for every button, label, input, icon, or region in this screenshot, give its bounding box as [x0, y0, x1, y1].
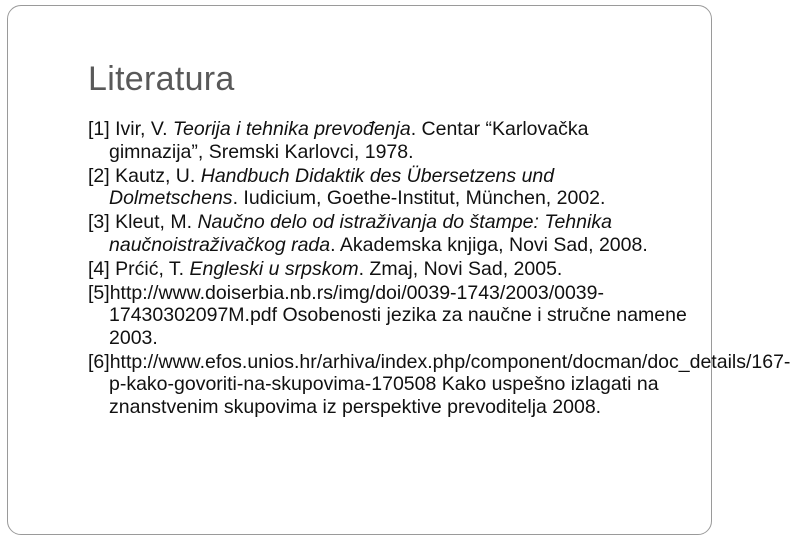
reference-id: [4]	[88, 257, 110, 280]
reference-work-title: Handbuch Didaktik des Übersetzens und Dolmetschens	[109, 164, 555, 209]
reference-id: [5]	[88, 281, 110, 304]
reference-list	[88, 118, 790, 420]
reference-item-6	[88, 350, 790, 419]
reference-url: http://www.doiserbia.nb.rs/img/doi/0039-1743/2003/0039-17430302097M.pdf	[109, 281, 604, 326]
reference-publication: . Centar “Karlovačka gimnazija”, Sremski Karlovci, 1978.	[109, 118, 589, 163]
reference-author: Prćić, T.	[109, 257, 190, 280]
slide-title: Literatura	[88, 60, 235, 98]
reference-work-title: Teorija i tehnika prevođenja	[172, 118, 411, 140]
reference-id: [2]	[88, 164, 110, 187]
reference-item-1	[88, 118, 688, 163]
reference-author: Kleut, M.	[109, 211, 198, 233]
slide-frame	[7, 5, 790, 535]
reference-item-3	[88, 211, 688, 256]
reference-id: [6]	[88, 350, 110, 373]
reference-publication: . Zmaj, Novi Sad, 2005.	[358, 257, 563, 280]
reference-work-title: Engleski u srpskom	[189, 257, 359, 280]
reference-item-4	[88, 258, 688, 281]
reference-id: [3]	[88, 211, 110, 233]
reference-author: Ivir, V.	[109, 118, 173, 140]
reference-work-title: Naučno delo od istraživanja do štampe: Tehnika naučnoistraživačkog rada	[109, 211, 612, 256]
reference-url: http://www.efos.unios.hr/arhiva/index.php/component/docman/doc_details/167-p-kako-govoriti-na-skupovima-170508	[109, 350, 790, 395]
reference-publication: . Iudicium, Goethe-Institut, München, 2002.	[232, 187, 606, 209]
reference-author: Kautz, U.	[109, 164, 201, 187]
reference-id: [1]	[88, 118, 110, 140]
reference-publication: . Akademska knjiga, Novi Sad, 2008.	[330, 233, 648, 256]
reference-publication: Osobenosti jezika za naučne i stručne namene 2003.	[109, 304, 687, 349]
reference-publication: Kako uspešno izlagati na znanstvenim skupovima iz perspektive prevoditelja 2008.	[109, 373, 659, 418]
reference-item-2	[88, 165, 688, 210]
reference-item-5	[88, 282, 688, 350]
